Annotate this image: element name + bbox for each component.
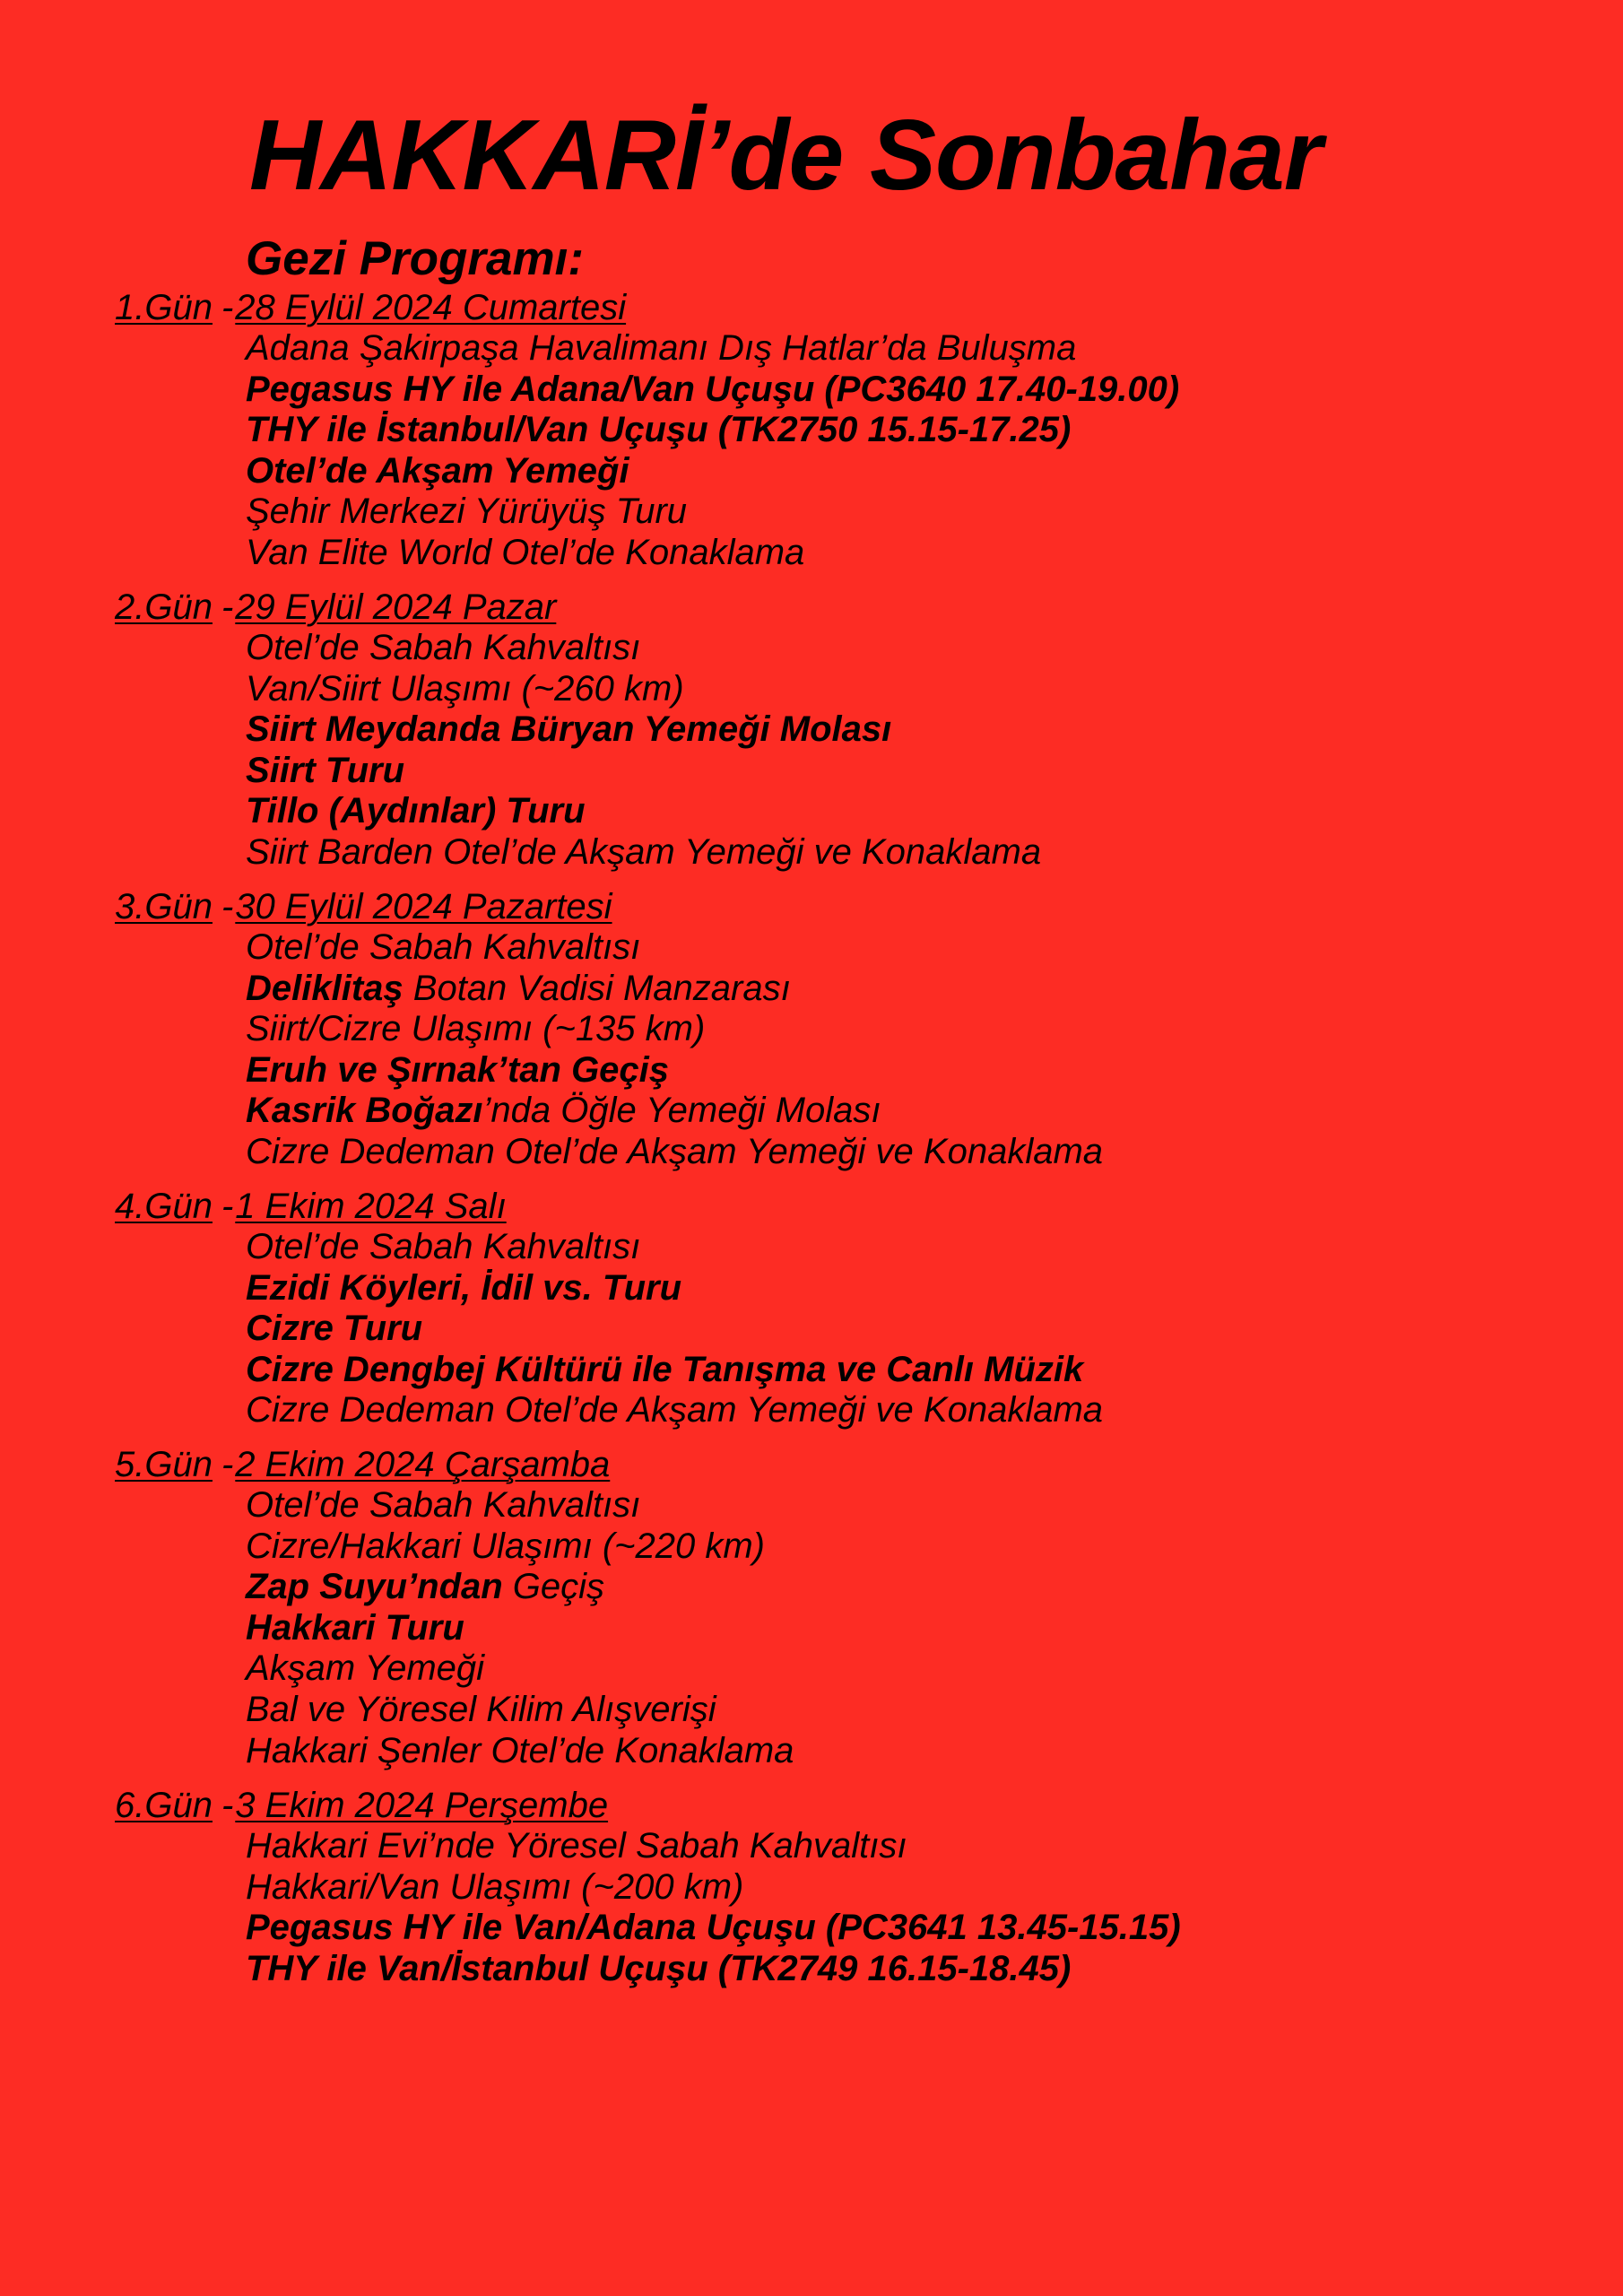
activity-text: ’nda Öğle Yemeği Molası — [482, 1091, 881, 1131]
day-separator: - — [221, 1786, 234, 1825]
activity-text-bold: Pegasus HY ile Van/Adana Uçuşu (PC3641 13.45-15.15) — [246, 1908, 1181, 1948]
activity-text-bold: THY ile Van/İstanbul Uçuşu (TK2749 16.15-18.45) — [246, 1948, 1072, 1988]
day-section — [115, 886, 1549, 1173]
day-header — [115, 886, 1549, 927]
activity-text: Otel’de Sabah Kahvaltısı — [246, 1485, 641, 1525]
day-separator: - — [221, 1445, 234, 1484]
activity-item — [246, 491, 1549, 533]
activity-item — [246, 1731, 1549, 1772]
day-number: 1.Gün — [115, 288, 213, 327]
day-section — [115, 287, 1549, 574]
activity-text: Cizre/Hakkari Ulaşımı (~220 km) — [246, 1526, 766, 1566]
activity-text-bold: Hakkari Turu — [246, 1607, 464, 1648]
activity-item — [246, 1526, 1549, 1568]
day-number: 4.Gün — [115, 1187, 213, 1226]
activity-item — [246, 927, 1549, 969]
day-date: 28 Eylül 2024 Cumartesi — [235, 288, 627, 327]
activity-item — [246, 1690, 1549, 1731]
day-date: 3 Ekim 2024 Perşembe — [235, 1786, 609, 1825]
activity-text: Geçiş — [502, 1567, 605, 1607]
day-number: 2.Gün — [115, 587, 213, 627]
activity-item — [246, 410, 1549, 451]
day-separator: - — [221, 288, 234, 327]
activity-text: Hakkari Evi’nde Yöresel Sabah Kahvaltısı — [246, 1826, 907, 1866]
day-header — [115, 287, 1549, 328]
activity-text: Adana Şakirpaşa Havalimanı Dış Hatlar’da Buluşma — [246, 328, 1077, 368]
activity-item — [246, 1227, 1549, 1268]
day-header — [115, 1444, 1549, 1485]
activity-item — [246, 628, 1549, 669]
activity-item — [246, 451, 1549, 492]
activity-text: Otel’de Sabah Kahvaltısı — [246, 628, 641, 667]
activity-text-bold: Deliklitaş — [246, 968, 404, 1008]
activity-item — [246, 1867, 1549, 1909]
activity-text-bold: Cizre Dengbej Kültürü ile Tanışma ve Canlı Müzik — [246, 1349, 1084, 1389]
activity-text-bold: THY ile İstanbul/Van Uçuşu (TK2750 15.15-17.25) — [246, 410, 1072, 450]
activity-item — [246, 328, 1549, 370]
activity-item — [246, 1949, 1549, 1990]
activity-list — [115, 1227, 1549, 1431]
day-separator: - — [221, 1187, 234, 1226]
day-date: 29 Eylül 2024 Pazar — [235, 587, 557, 627]
activity-text: Siirt/Cizre Ulaşımı (~135 km) — [246, 1009, 706, 1049]
day-section — [115, 1186, 1549, 1431]
activity-text-bold: Kasrik Boğazı — [246, 1091, 483, 1131]
day-separator: - — [221, 887, 234, 926]
activity-list — [115, 1485, 1549, 1771]
activity-item — [246, 1268, 1549, 1309]
activity-text: Botan Vadisi Manzarası — [403, 968, 791, 1008]
activity-item — [246, 1132, 1549, 1173]
activity-text-bold: Tillo (Aydınlar) Turu — [246, 791, 586, 831]
activity-text-bold: Pegasus HY ile Adana/Van Uçuşu (PC3640 17.40-19.00) — [246, 369, 1180, 409]
activity-text-bold: Eruh ve Şırnak’tan Geçiş — [246, 1049, 670, 1090]
day-date: 30 Eylül 2024 Pazartesi — [235, 887, 612, 926]
activity-text: Bal ve Yöresel Kilim Alışverişi — [246, 1689, 716, 1729]
activity-text: Siirt Barden Otel’de Akşam Yemeği ve Konaklama — [246, 831, 1042, 872]
activity-text: Otel’de Sabah Kahvaltısı — [246, 927, 641, 967]
activity-text: Van/Siirt Ulaşımı (~260 km) — [246, 668, 684, 709]
day-number: 6.Gün — [115, 1786, 213, 1825]
day-separator: - — [221, 587, 234, 627]
activity-item — [246, 370, 1549, 411]
day-section — [115, 1444, 1549, 1771]
activity-text: Hakkari Şenler Otel’de Konaklama — [246, 1730, 794, 1770]
activity-item — [246, 1350, 1549, 1391]
activity-text: Van Elite World Otel’de Konaklama — [246, 532, 805, 572]
activity-item — [246, 1390, 1549, 1431]
activity-item — [246, 1009, 1549, 1050]
day-date: 2 Ekim 2024 Çarşamba — [235, 1445, 611, 1484]
activity-item — [246, 1309, 1549, 1350]
activity-text-bold: Ezidi Köyleri, İdil vs. Turu — [246, 1267, 682, 1308]
activity-text-bold: Cizre Turu — [246, 1309, 423, 1349]
activity-text: Hakkari/Van Ulaşımı (~200 km) — [246, 1866, 744, 1907]
activity-item — [246, 969, 1549, 1010]
activity-list — [115, 1826, 1549, 1989]
activity-item — [246, 709, 1549, 751]
activity-item — [246, 669, 1549, 710]
day-date: 1 Ekim 2024 Salı — [235, 1187, 507, 1226]
activity-item — [246, 1091, 1549, 1132]
activity-text: Şehir Merkezi Yürüyüş Turu — [246, 491, 688, 532]
activity-item — [246, 1908, 1549, 1949]
day-number: 3.Gün — [115, 887, 213, 926]
activity-item — [246, 751, 1549, 792]
activity-item — [246, 533, 1549, 574]
activity-item — [246, 1485, 1549, 1526]
activity-item — [246, 1567, 1549, 1608]
day-header — [115, 1785, 1549, 1826]
activity-text-bold: Siirt Meydanda Büryan Yemeği Molası — [246, 709, 892, 750]
activity-item — [246, 832, 1549, 874]
day-header — [115, 1186, 1549, 1227]
activity-item — [246, 791, 1549, 832]
day-section — [115, 587, 1549, 874]
activity-item — [246, 1050, 1549, 1091]
activity-item — [246, 1648, 1549, 1690]
activity-list — [115, 628, 1549, 874]
day-number: 5.Gün — [115, 1445, 213, 1484]
activity-list — [115, 927, 1549, 1173]
activity-text: Cizre Dedeman Otel’de Akşam Yemeği ve Konaklama — [246, 1131, 1104, 1171]
page-title: HAKKARİ’de Sonbahar — [249, 100, 1322, 211]
program-subtitle: Gezi Programı: — [246, 232, 584, 285]
day-header — [115, 587, 1549, 628]
activity-list — [115, 328, 1549, 574]
activity-text: Otel’de Sabah Kahvaltısı — [246, 1227, 641, 1266]
day-section — [115, 1785, 1549, 1989]
activity-text-bold: Otel’de Akşam Yemeği — [246, 450, 629, 491]
activity-text: Akşam Yemeği — [246, 1648, 485, 1689]
activity-text-bold: Zap Suyu’ndan — [246, 1567, 503, 1607]
activity-item — [246, 1608, 1549, 1649]
activity-text-bold: Siirt Turu — [246, 750, 405, 790]
activity-text: Cizre Dedeman Otel’de Akşam Yemeği ve Konaklama — [246, 1390, 1104, 1431]
activity-item — [246, 1826, 1549, 1867]
